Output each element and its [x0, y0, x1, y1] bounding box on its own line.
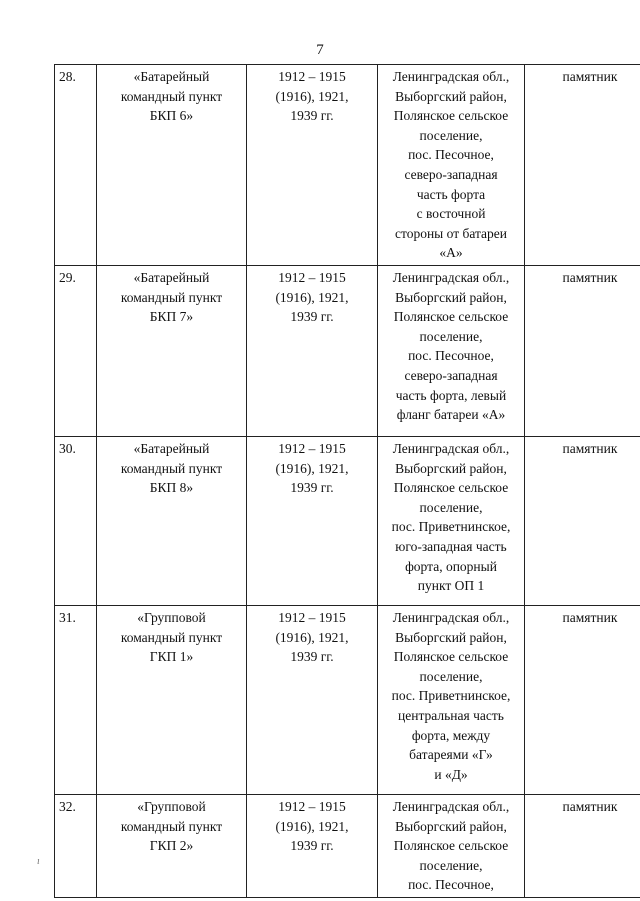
row-number: 32. — [59, 799, 76, 814]
object-name: «Батарейный командный пункт БКП 6» — [120, 69, 223, 124]
object-dating: 1912 – 1915 (1916), 1921, 1939 гг. — [275, 270, 349, 325]
table-row — [55, 437, 640, 606]
object-category: памятник — [562, 270, 618, 285]
object-name-cell — [97, 65, 247, 266]
category-cell — [525, 266, 640, 437]
dating-cell — [247, 437, 378, 606]
category-cell — [525, 795, 640, 898]
object-dating: 1912 – 1915 (1916), 1921, 1939 гг. — [275, 610, 349, 665]
row-number: 29. — [59, 270, 76, 285]
location-cell — [378, 266, 525, 437]
row-number-cell — [55, 266, 97, 437]
row-number-cell — [55, 606, 97, 795]
dating-cell — [247, 795, 378, 898]
table-row — [55, 795, 640, 898]
object-name: «Батарейный командный пункт БКП 8» — [120, 441, 223, 496]
dating-cell — [247, 606, 378, 795]
object-name-cell — [97, 266, 247, 437]
location-cell — [378, 606, 525, 795]
category-cell — [525, 65, 640, 266]
scan-mark: ı — [37, 856, 40, 867]
object-location: Ленинградская обл., Выборгский район, Полянское сельское поселение, пос. Приветнинское, юго-западная часть форта, опорный пункт ОП 1 — [391, 441, 511, 594]
object-name: «Групповой командный пункт ГКП 1» — [120, 610, 223, 665]
table-row — [55, 65, 640, 266]
dating-cell — [247, 266, 378, 437]
heritage-objects-table — [54, 64, 640, 898]
dating-cell — [247, 65, 378, 266]
object-category: памятник — [562, 441, 618, 456]
object-name-cell — [97, 437, 247, 606]
category-cell — [525, 437, 640, 606]
object-dating: 1912 – 1915 (1916), 1921, 1939 гг. — [275, 799, 349, 854]
table-row — [55, 606, 640, 795]
page-number: 7 — [316, 42, 324, 58]
row-number-cell — [55, 795, 97, 898]
location-cell — [378, 795, 525, 898]
object-location: Ленинградская обл., Выборгский район, Полянское сельское поселение, пос. Песочное, — [392, 799, 510, 893]
object-name-cell — [97, 606, 247, 795]
location-cell — [378, 65, 525, 266]
object-name: «Батарейный командный пункт БКП 7» — [120, 270, 223, 325]
object-dating: 1912 – 1915 (1916), 1921, 1939 гг. — [275, 69, 349, 124]
object-location: Ленинградская обл., Выборгский район, Полянское сельское поселение, пос. Песочное, северо-западная часть форта, левый фланг батареи «А» — [392, 270, 510, 423]
object-dating: 1912 – 1915 (1916), 1921, 1939 гг. — [275, 441, 349, 496]
row-number-cell — [55, 437, 97, 606]
table-row — [55, 266, 640, 437]
row-number: 31. — [59, 610, 76, 625]
object-location: Ленинградская обл., Выборгский район, Полянское сельское поселение, пос. Приветнинское, центральная часть форта, между батареями «Г» и «Д» — [391, 610, 511, 782]
row-number: 28. — [59, 69, 76, 84]
object-category: памятник — [562, 69, 618, 84]
object-category: памятник — [562, 799, 618, 814]
object-location: Ленинградская обл., Выборгский район, Полянское сельское поселение, пос. Песочное, северо-западная часть форта с восточной стороны от батареи «А» — [392, 69, 510, 261]
row-number: 30. — [59, 441, 76, 456]
category-cell — [525, 606, 640, 795]
object-name-cell — [97, 795, 247, 898]
object-category: памятник — [562, 610, 618, 625]
object-name: «Групповой командный пункт ГКП 2» — [120, 799, 223, 854]
row-number-cell — [55, 65, 97, 266]
location-cell — [378, 437, 525, 606]
